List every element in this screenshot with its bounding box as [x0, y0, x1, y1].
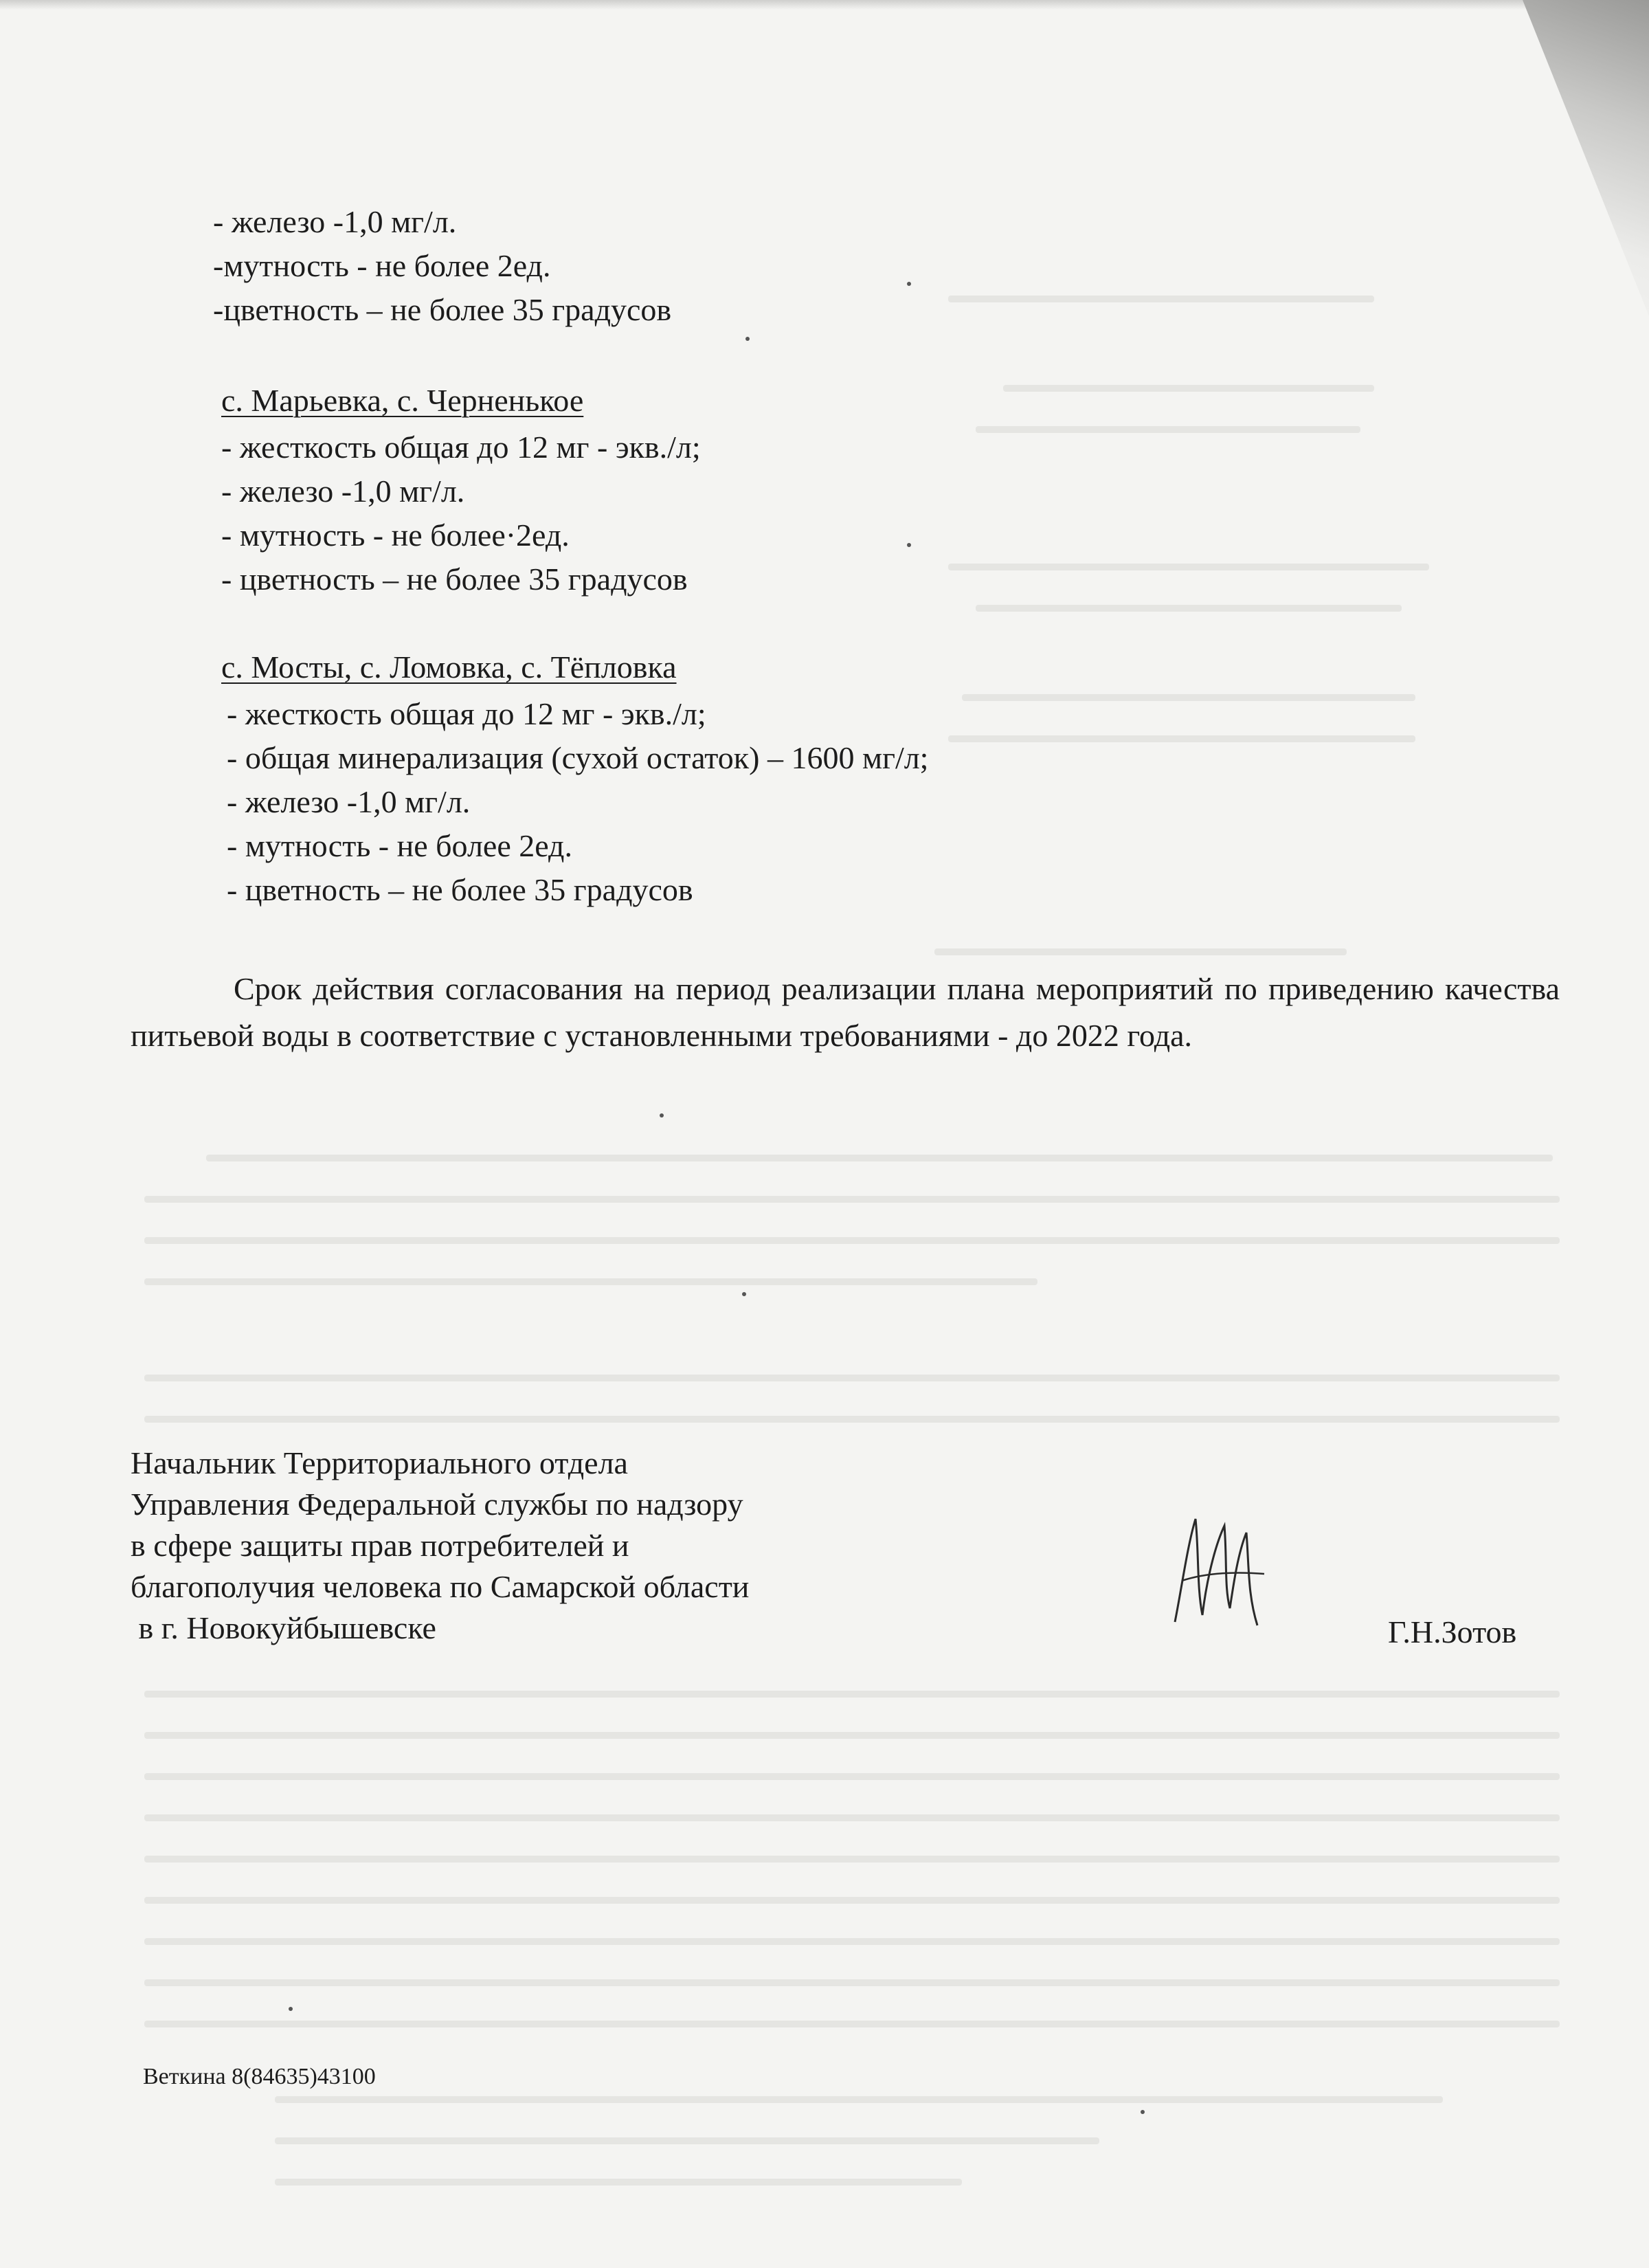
- requirement-line: - жесткость общая до 12 мг - экв./л;: [227, 696, 706, 731]
- scan-edge-shadow: [0, 0, 1649, 10]
- signatory-title-line: в г. Новокуйбышевске: [131, 1610, 436, 1645]
- scan-speck: [660, 1113, 664, 1118]
- requirement-line: - железо -1,0 мг/л.: [227, 784, 471, 819]
- folded-corner: [1491, 0, 1649, 316]
- scan-speck: [1141, 2110, 1145, 2114]
- handwritten-signature: [1161, 1505, 1271, 1636]
- requirement-line: - цветность – не более 35 градусов: [221, 562, 688, 597]
- requirement-line: - мутность - не более 2ед.: [227, 828, 572, 863]
- scan-speck: [907, 543, 911, 547]
- signatory-name: Г.Н.Зотов: [1388, 1614, 1517, 1649]
- settlements-heading: с. Марьевка, с. Черненькое: [221, 383, 584, 418]
- requirement-line: - жесткость общая до 12 мг - экв./л;: [221, 430, 701, 465]
- validity-text: Срок действия согласования на период реализации плана мероприятий по приведению качества питьевой воды в соответствие с установленными требованиями - до 2022 года.: [131, 971, 1560, 1053]
- validity-paragraph: [131, 966, 1560, 1059]
- scan-speck: [745, 337, 750, 341]
- scan-speck: [907, 282, 911, 286]
- scan-speck: [742, 1292, 746, 1296]
- signatory-title-line: благополучия человека по Самарской области: [131, 1569, 750, 1604]
- signatory-title-line: в сфере защиты прав потребителей и: [131, 1528, 629, 1563]
- requirement-line: - железо -1,0 мг/л.: [213, 204, 457, 239]
- requirement-line: -цветность – не более 35 градусов: [213, 292, 672, 327]
- contact-person: Веткина 8(84635)43100: [143, 2064, 376, 2089]
- requirement-line: - цветность – не более 35 градусов: [227, 872, 693, 907]
- signatory-title-line: Начальник Территориального отдела: [131, 1445, 628, 1480]
- requirement-line: - мутность - не более·2ед.: [221, 518, 570, 553]
- scan-speck: [289, 2007, 293, 2011]
- requirement-line: - общая минерализация (сухой остаток) – 1600 мг/л;: [227, 740, 929, 775]
- signatory-title-line: Управления Федеральной службы по надзору: [131, 1487, 743, 1522]
- requirement-line: -мутность - не более 2ед.: [213, 248, 551, 283]
- settlements-heading: с. Мосты, с. Ломовка, с. Тёпловка: [221, 649, 677, 685]
- requirement-line: - железо -1,0 мг/л.: [221, 474, 465, 509]
